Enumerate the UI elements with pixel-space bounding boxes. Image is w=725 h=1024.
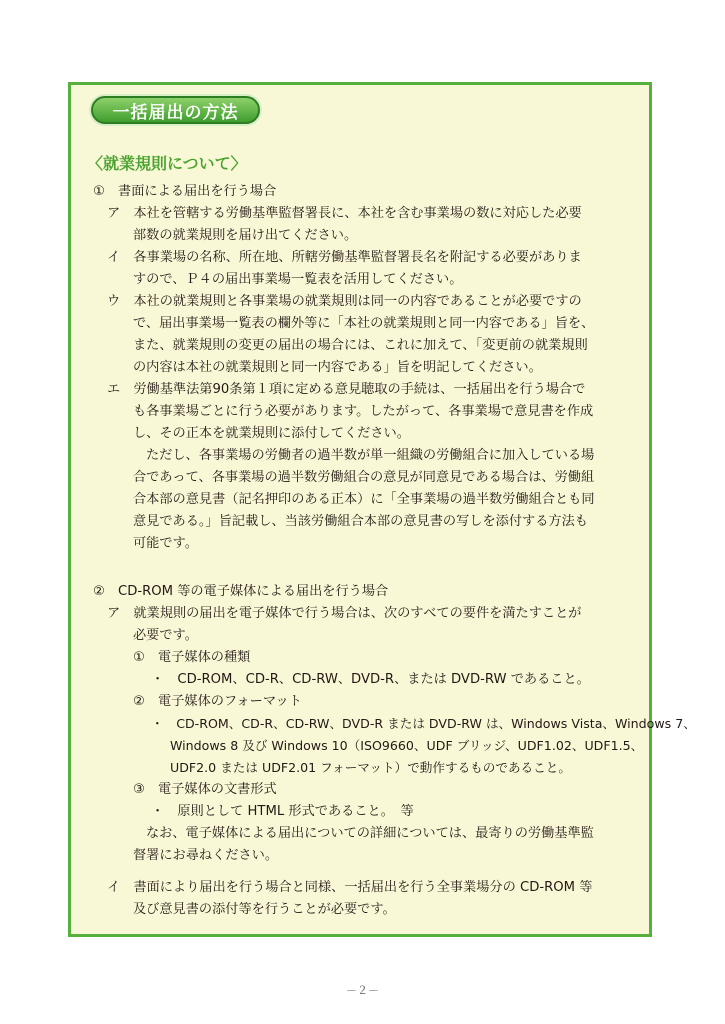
format-bullet-line1: ・ CD-ROM、CD-R、CD-RW、DVD-R または DVD-RW は、Windows Vista、Windows 7、 <box>151 716 696 731</box>
subheading: 〈就業規則について〉 <box>87 154 247 173</box>
section1-e-line1: エ 労働基準法第90条第１項に定める意見聴取の手続は、一括届出を行う場合で <box>107 382 586 397</box>
media-type-heading: ① 電子媒体の種類 <box>133 650 251 665</box>
section1-e-line2: も各事業場ごとに行う必要があります。したがって、各事業場で意見書を作成 <box>133 404 594 419</box>
page-number: －２－ <box>346 984 379 997</box>
section2-i-line1: イ 書面により届出を行う場合と同様、一括届出を行う全事業場分の CD-ROM 等 <box>107 880 593 895</box>
doc-format-heading: ③ 電子媒体の文書形式 <box>133 782 277 797</box>
section-title: 一括届出の方法 <box>91 96 260 124</box>
section1-e-line3: し、その正本を就業規則に添付してください。 <box>133 426 410 441</box>
section2-i-line2: 及び意見書の添付等を行うことが必要です。 <box>133 902 396 917</box>
format-bullet-line2: Windows 8 及び Windows 10（ISO9660、UDF ブリッジ、UDF1.02、UDF1.5、 <box>170 738 644 753</box>
section1-u-line3: また、就業規則の変更の届出の場合には、これに加えて、「変更前の就業規則 <box>133 338 588 353</box>
section1-i-line1: イ 各事業場の名称、所在地、所轄労働基準監督署長名を附記する必要がありま <box>107 250 582 265</box>
section1-a-line2: 部数の就業規則を届け出てください。 <box>133 228 358 243</box>
section1-a-line1: ア 本社を管轄する労働基準監督署長に、本社を含む事業場の数に対応した必要 <box>107 206 582 221</box>
section2-heading: ② CD-ROM 等の電子媒体による届出を行う場合 <box>93 584 389 599</box>
media-type-bullet: ・ CD-ROM、CD-R、CD-RW、DVD-R、または DVD-RW であること。 <box>151 672 590 687</box>
section2-a-line2: 必要です。 <box>133 628 198 643</box>
section1-note-line5: 可能です。 <box>133 536 198 551</box>
section1-heading: ① 書面による届出を行う場合 <box>93 184 277 199</box>
section2-note-line1: なお、電子媒体による届出についての詳細については、最寄りの労働基準監 <box>146 826 594 841</box>
format-heading: ② 電子媒体のフォーマット <box>133 694 302 709</box>
section1-u-line1: ウ 本社の就業規則と各事業場の就業規則は同一の内容であることが必要ですの <box>107 294 582 309</box>
section2-a-line1: ア 就業規則の届出を電子媒体で行う場合は、次のすべての要件を満たすことが <box>107 606 582 621</box>
section1-note-line3: 合本部の意見書（記名押印のある正本）に「全事業場の過半数労働組合とも同 <box>133 492 595 507</box>
section1-i-line2: すので、Ｐ４の届出事業場一覧表を活用してください。 <box>133 272 463 287</box>
section1-note-line1: ただし、各事業場の労働者の過半数が単一組織の労働組合に加入している場 <box>146 448 595 463</box>
section1-u-line4: の内容は本社の就業規則と同一内容である」旨を明記してください。 <box>133 360 542 375</box>
format-bullet-line3: UDF2.0 または UDF2.01 フォーマット）で動作するものであること。 <box>170 760 571 775</box>
doc-format-bullet: ・ 原則として HTML 形式であること。 等 <box>151 804 414 819</box>
section1-note-line4: 意見である。」旨記載し、当該労働組合本部の意見書の写しを添付する方法も <box>133 514 588 529</box>
section1-note-line2: 合であって、各事業場の過半数労働組合の意見が同意見である場合は、労働組 <box>133 470 595 485</box>
section2-note-line2: 督署にお尋ねください。 <box>133 848 279 863</box>
section1-u-line2: で、届出事業場一覧表の欄外等に「本社の就業規則と同一内容である」旨を、 <box>133 316 595 331</box>
content-panel <box>68 82 696 937</box>
